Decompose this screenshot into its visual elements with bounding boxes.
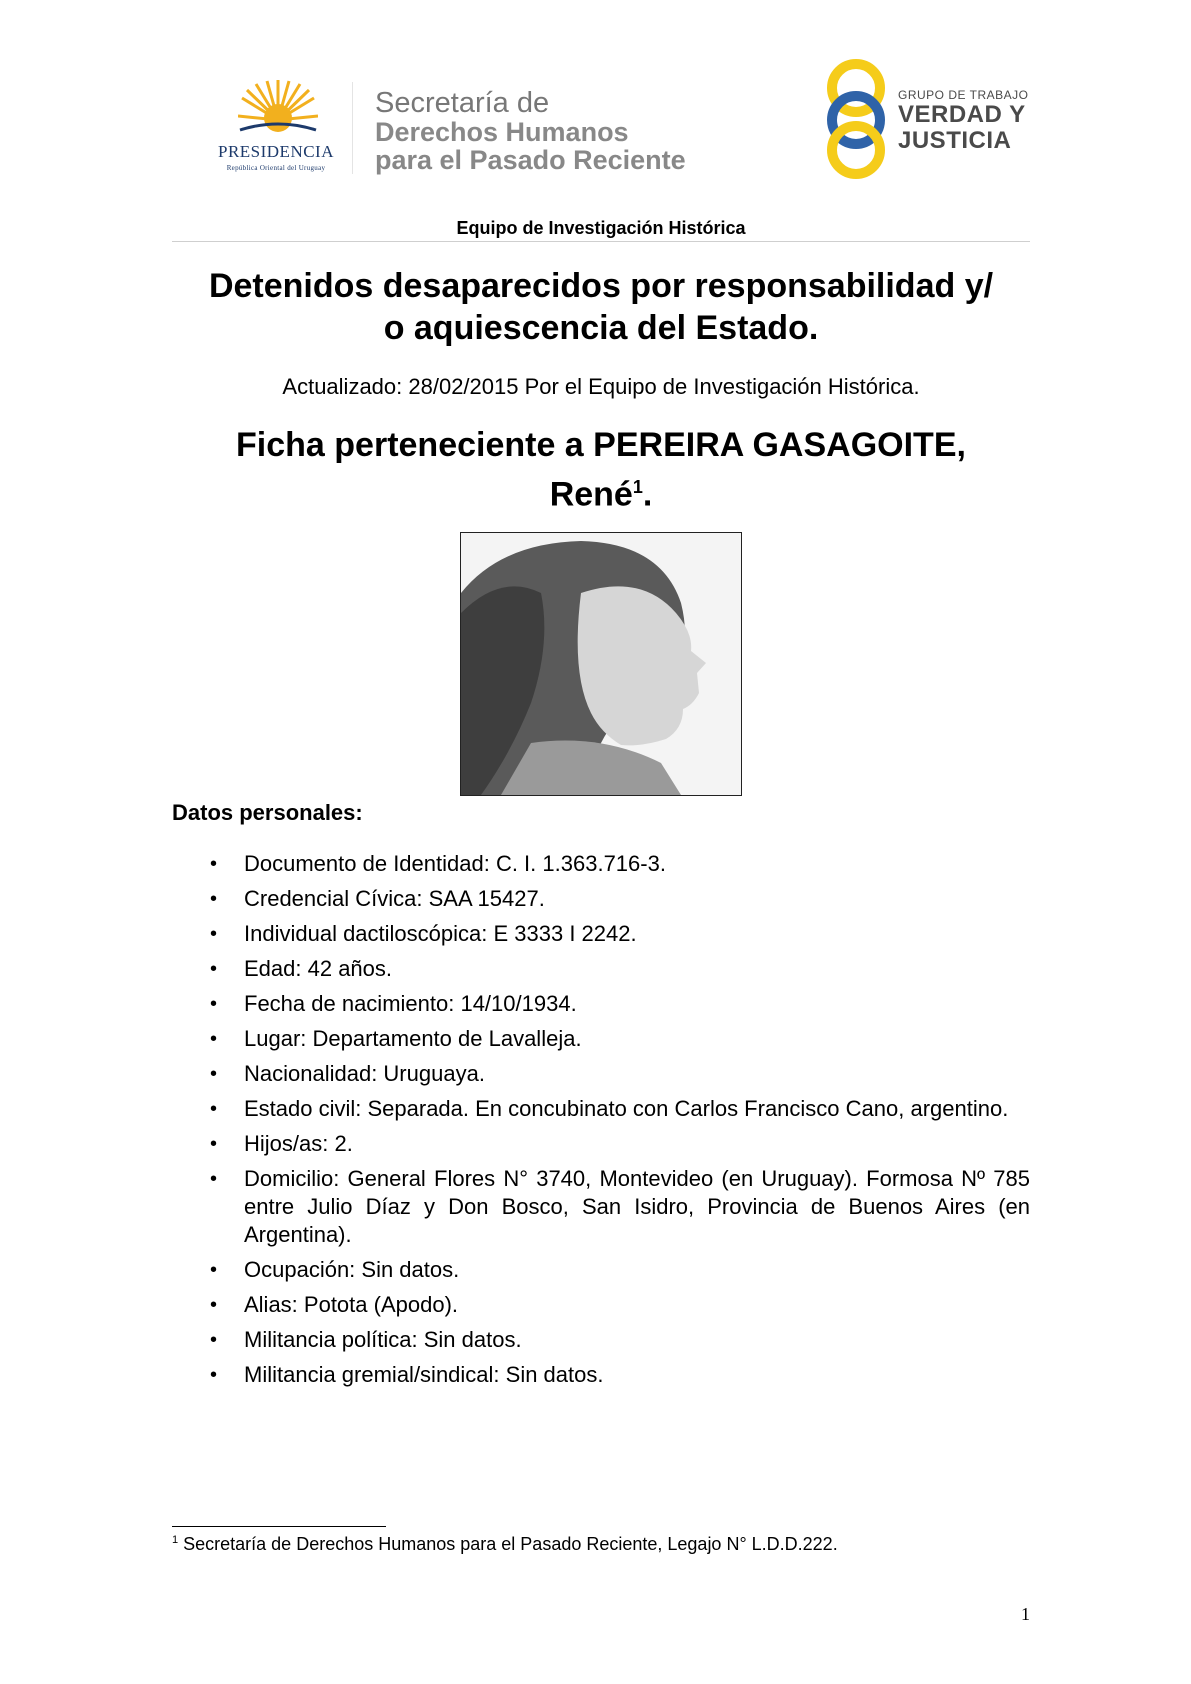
list-item-text: Documento de Identidad: C. I. 1.363.716-3. (244, 851, 666, 876)
list-item (208, 1130, 1030, 1158)
section-header: Equipo de Investigación Histórica (456, 218, 746, 238)
presidencia-logo (196, 78, 356, 178)
list-item-text: Militancia gremial/sindical: Sin datos. (244, 1362, 604, 1387)
ficha-line-2 (172, 466, 1030, 515)
profile-photo (460, 532, 742, 796)
bullet: • (210, 958, 218, 980)
list-item (208, 1060, 1030, 1088)
verdad-label: VERDAD Y (898, 101, 1026, 128)
secretaria-line-3: para el Pasado Reciente (375, 145, 686, 175)
ficha-name: René (549, 475, 633, 514)
ficha-end: . (642, 475, 653, 514)
list-item (208, 1326, 1030, 1354)
list-item (208, 920, 1030, 948)
list-item (208, 1095, 1030, 1123)
list-item-text: Estado civil: Separada. En concubinato con Carlos Francisco Cano, argentino. (244, 1096, 1009, 1121)
bullet: • (210, 1028, 218, 1050)
list-item-text: Lugar: Departamento de Lavalleja. (244, 1026, 582, 1051)
list-item (208, 850, 1030, 878)
presidencia-title: PRESIDENCIA (217, 142, 334, 161)
bullet: • (210, 993, 218, 1015)
grupo-trabajo-label: GRUPO DE TRABAJO (898, 88, 1029, 102)
list-item-text: Alias: Potota (Apodo). (244, 1292, 459, 1317)
bullet: • (210, 923, 218, 945)
list-item-text: Fecha de nacimiento: 14/10/1934. (244, 991, 577, 1016)
footnote-number: 1 (172, 1534, 179, 1546)
list-item-text: Militancia política: Sin datos. (244, 1327, 522, 1352)
list-item-text: Domicilio: General Flores N° 3740, Montevideo (en Uruguay). Formosa Nº 785 entre Julio Díaz y Don Bosco, San Isidro, Provincia de Buenos Aires (en Argentina). (244, 1166, 1030, 1247)
secretaria-logo-text (375, 88, 686, 174)
list-item-text: Credencial Cívica: SAA 15427. (244, 886, 545, 911)
list-item (208, 1025, 1030, 1053)
bullet: • (210, 1133, 218, 1155)
list-item-text: Ocupación: Sin datos. (244, 1257, 460, 1282)
profile-photo-image (461, 533, 741, 795)
secretaria-line-1: Secretaría de (375, 87, 550, 119)
list-item-text: Hijos/as: 2. (244, 1131, 353, 1156)
ficha-line-1: Ficha perteneciente a PEREIRA GASAGOITE, (236, 426, 966, 464)
bullet: • (210, 888, 218, 910)
sun-emblem-icon (238, 78, 318, 138)
bullet: • (210, 1294, 218, 1316)
list-item (208, 885, 1030, 913)
verdad-justicia-logo-text (898, 88, 1028, 154)
header-rule (172, 241, 1030, 242)
list-item-text: Edad: 42 años. (244, 956, 393, 981)
presidencia-subtitle: República Oriental del Uruguay (226, 164, 326, 172)
list-item-text: Nacionalidad: Uruguaya. (244, 1061, 485, 1086)
verdad-justicia-rings-icon (820, 58, 892, 180)
bullet: • (210, 853, 218, 875)
header-divider (352, 82, 353, 174)
footnote-text: Secretaría de Derechos Humanos para el Pasado Reciente, Legajo N° L.D.D.222. (178, 1534, 838, 1554)
document-title (172, 265, 1030, 349)
list-item (208, 1361, 1030, 1389)
footnote-rule (172, 1526, 386, 1527)
footnote (172, 1534, 838, 1555)
updated-line: Actualizado: 28/02/2015 Por el Equipo de Investigación Histórica. (282, 374, 920, 399)
page-number: 1 (1021, 1604, 1030, 1624)
list-item-text: Individual dactiloscópica: E 3333 I 2242. (244, 921, 637, 946)
title-line-2: o aquiescencia del Estado. (383, 309, 819, 347)
bullet: • (210, 1329, 218, 1351)
ficha-title (172, 424, 1030, 515)
footnote-ref: 1 (632, 477, 643, 497)
bullet: • (210, 1098, 218, 1120)
datos-personales-list (208, 850, 1030, 1396)
bullet: • (210, 1364, 218, 1386)
bullet: • (210, 1168, 218, 1190)
datos-personales-heading: Datos personales: (172, 800, 363, 825)
list-item (208, 990, 1030, 1018)
bullet: • (210, 1063, 218, 1085)
list-item (208, 1291, 1030, 1319)
bullet: • (210, 1259, 218, 1281)
list-item (208, 1165, 1030, 1249)
secretaria-line-2: Derechos Humanos (375, 117, 629, 147)
list-item (208, 955, 1030, 983)
list-item (208, 1256, 1030, 1284)
title-line-1: Detenidos desaparecidos por responsabilidad y/ (208, 267, 994, 305)
justicia-label: JUSTICIA (898, 127, 1012, 154)
